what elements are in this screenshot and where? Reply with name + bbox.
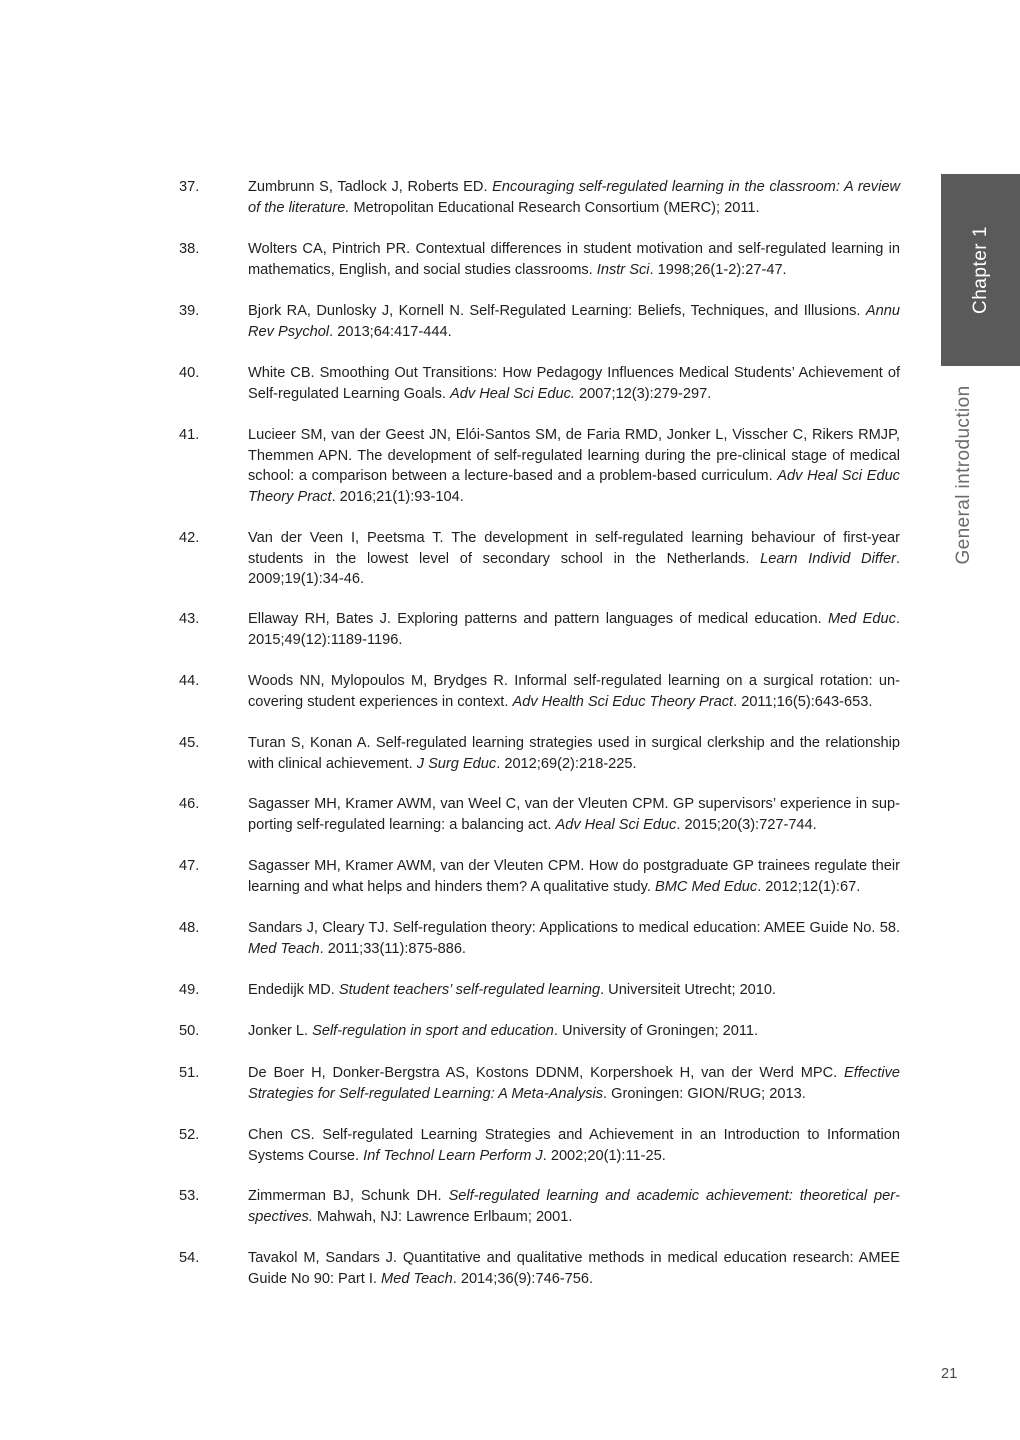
reference-text-segment: . Universiteit Utrecht; 2010. bbox=[600, 982, 777, 998]
reference-text bbox=[248, 794, 900, 835]
reference-item bbox=[179, 528, 900, 590]
reference-text-segment: Sagasser MH, Kramer AWM, van der Vleuten CPM. How do postgraduate GP trainees regulate their learning and what helps and hinders them? A qualitative study. bbox=[248, 858, 900, 895]
reference-item bbox=[179, 363, 900, 404]
reference-item bbox=[179, 671, 900, 712]
reference-number: 49. bbox=[179, 982, 200, 998]
chapter-tab bbox=[941, 174, 1020, 366]
reference-text-segment: . 2009;19(1):34-46. bbox=[248, 550, 900, 588]
reference-text-segment: Van der Veen I, Peetsma T. The development in self-regulated learning behaviour of first-year students in the lowest level of secondary school in the Netherlands. bbox=[248, 530, 900, 567]
reference-text-segment: Sagasser MH, Kramer AWM, van Weel C, van der Vleuten CPM. GP supervisors’ experience in supporting self-regulated learning: a balancing act. bbox=[248, 796, 900, 833]
reference-item bbox=[179, 856, 900, 897]
reference-source-italic: Adv Heal Sci Educ. bbox=[450, 385, 575, 402]
reference-source-italic: Learn Individ Differ bbox=[760, 550, 896, 567]
reference-text-segment: Bjork RA, Dunlosky J, Kornell N. Self-Regulated Learning: Beliefs, Techniques, and Illusions. bbox=[248, 303, 866, 319]
reference-text bbox=[248, 856, 900, 897]
reference-source-italic: Self-regulation in sport and education bbox=[312, 1023, 554, 1039]
reference-text-segment: Wolters CA, Pintrich PR. Contextual differences in student motivation and self-regulated learning in mathematics, English, and social studies classrooms. bbox=[248, 241, 900, 278]
reference-source-italic: Med Educ bbox=[827, 611, 896, 627]
reference-text bbox=[248, 1186, 900, 1227]
section-tab-label: General introduction bbox=[952, 385, 974, 565]
reference-item bbox=[179, 1021, 900, 1042]
reference-source-italic: Effective Strategies for Self-regulated Learning: A Meta-Analysis bbox=[248, 1065, 900, 1102]
reference-text-segment: De Boer H, Donker-Bergstra AS, Kostons DDNM, Korpershoek H, van der Werd MPC. bbox=[248, 1065, 845, 1081]
reference-text bbox=[248, 1063, 900, 1104]
reference-text bbox=[248, 609, 900, 650]
reference-number: 52. bbox=[179, 1127, 200, 1143]
reference-text-segment: Chen CS. Self-regulated Learning Strategies and Achievement in an Introduction to Information Systems Course. bbox=[248, 1127, 900, 1164]
reference-text bbox=[248, 1021, 900, 1042]
reference-number: 39. bbox=[179, 303, 200, 319]
reference-item bbox=[179, 1063, 900, 1104]
reference-text-segment: Sandars J, Cleary TJ. Self-regulation theory: Applications to medical education: AMEE Guide No. 58. bbox=[248, 920, 900, 936]
reference-item bbox=[179, 609, 900, 650]
reference-item bbox=[179, 239, 900, 280]
reference-number: 38. bbox=[179, 241, 200, 257]
reference-text bbox=[248, 671, 900, 712]
reference-source-italic: BMC Med Educ bbox=[655, 878, 758, 895]
reference-text-segment: . 2013;64:417-444. bbox=[329, 323, 452, 340]
reference-source-italic: Encouraging self-regulated learning in the classroom: A review of the literature. bbox=[248, 179, 900, 216]
reference-source-italic: Student teachers’ self-regulated learning bbox=[338, 982, 601, 998]
reference-source-italic: Adv Heal Sci Educ bbox=[555, 816, 677, 833]
reference-text bbox=[248, 1125, 900, 1166]
reference-number: 47. bbox=[179, 858, 200, 874]
reference-text-segment: . 2012;69(2):218-225. bbox=[496, 755, 637, 772]
reference-number: 54. bbox=[179, 1250, 200, 1266]
reference-text-segment: . University of Groningen; 2011. bbox=[553, 1023, 759, 1039]
reference-source-italic: J Surg Educ bbox=[416, 755, 497, 772]
reference-text-segment: . 2011;33(11):875-886. bbox=[319, 940, 466, 957]
reference-text-segment: Endedijk MD. bbox=[248, 982, 339, 998]
reference-number: 42. bbox=[179, 530, 200, 546]
reference-item bbox=[179, 1125, 900, 1166]
reference-item bbox=[179, 733, 900, 774]
reference-text bbox=[248, 301, 900, 342]
reference-text-segment: . 2016;21(1):93-104. bbox=[331, 488, 464, 505]
reference-item bbox=[179, 980, 900, 1001]
page-number: 21 bbox=[941, 1366, 958, 1382]
reference-text-segment: Woods NN, Mylopoulos M, Brydges R. Informal self-regulated learning on a surgical rotation: uncovering student experiences in context. bbox=[248, 673, 900, 710]
reference-item bbox=[179, 794, 900, 835]
reference-source-italic: Adv Heal Sci Educ Theory Pract bbox=[248, 468, 900, 505]
reference-number: 51. bbox=[179, 1065, 200, 1081]
reference-text-segment: Metropolitan Educational Research Consortium (MERC); 2011. bbox=[349, 199, 760, 216]
reference-source-italic: Annu Rev Psychol bbox=[248, 303, 900, 340]
reference-text bbox=[248, 918, 900, 959]
reference-text-segment: Lucieer SM, van der Geest JN, Elói-Santos SM, de Faria RMD, Jonker L, Visscher C, Rikers RMJP, Themmen APN. The development of self-regulated learning during the pre-clinical stage of medical school: a comparison between a lecture-based and a problem-based curriculum. bbox=[248, 427, 900, 485]
reference-text-segment: Zimmerman BJ, Schunk DH. bbox=[248, 1188, 449, 1204]
reference-text-segment: . 2015;49(12):1189-1196. bbox=[248, 611, 900, 648]
reference-number: 37. bbox=[179, 179, 200, 195]
reference-item bbox=[179, 1186, 900, 1227]
reference-text-segment: Zumbrunn S, Tadlock J, Roberts ED. bbox=[248, 179, 493, 195]
reference-text-segment: . 1998;26(1-2):27-47. bbox=[649, 261, 787, 278]
reference-text-segment: . 2015;20(3):727-744. bbox=[676, 816, 817, 833]
reference-item bbox=[179, 918, 900, 959]
reference-number: 45. bbox=[179, 735, 200, 751]
reference-source-italic: Inf Technol Learn Perform J bbox=[363, 1147, 543, 1164]
reference-text-segment: . Groningen: GION/RUG; 2013. bbox=[603, 1085, 806, 1102]
reference-number: 53. bbox=[179, 1188, 200, 1204]
reference-text bbox=[248, 239, 900, 280]
reference-text bbox=[248, 425, 900, 507]
reference-text-segment: . 2014;36(9):746-756. bbox=[452, 1270, 594, 1287]
reference-source-italic: Med Teach bbox=[248, 940, 320, 957]
reference-item bbox=[179, 301, 900, 342]
reference-item bbox=[179, 1248, 900, 1289]
reference-number: 40. bbox=[179, 365, 200, 381]
reference-number: 46. bbox=[179, 796, 200, 812]
reference-text bbox=[248, 733, 900, 774]
reference-item bbox=[179, 177, 900, 218]
reference-number: 48. bbox=[179, 920, 200, 936]
reference-source-italic: Med Teach bbox=[381, 1270, 453, 1287]
reference-text-segment: Jonker L. bbox=[248, 1023, 313, 1039]
reference-source-italic: Instr Sci bbox=[596, 261, 650, 278]
reference-text bbox=[248, 177, 900, 218]
reference-text bbox=[248, 980, 900, 1001]
reference-item bbox=[179, 425, 900, 507]
reference-number: 50. bbox=[179, 1023, 200, 1039]
reference-text-segment: Mahwah, NJ: Lawrence Erlbaum; 2001. bbox=[312, 1208, 573, 1225]
section-tab bbox=[941, 380, 986, 570]
reference-number: 41. bbox=[179, 427, 200, 443]
reference-source-italic: Adv Health Sci Educ Theory Pract bbox=[512, 693, 734, 710]
reference-text bbox=[248, 1248, 900, 1289]
chapter-tab-label: Chapter 1 bbox=[969, 226, 991, 314]
reference-text-segment: Tavakol M, Sandars J. Quantitative and qualitative methods in medical education research: AMEE Guide No 90: Part I. bbox=[248, 1250, 900, 1287]
reference-text-segment: Turan S, Konan A. Self-regulated learning strategies used in surgical clerkship and the relationship with clinical achievement. bbox=[248, 735, 900, 772]
reference-text-segment: . 2011;16(5):643-653. bbox=[733, 693, 873, 710]
reference-text-segment: 2007;12(3):279-297. bbox=[574, 385, 712, 402]
reference-text bbox=[248, 528, 900, 590]
reference-text bbox=[248, 363, 900, 404]
reference-number: 43. bbox=[179, 611, 200, 627]
reference-text-segment: Ellaway RH, Bates J. Exploring patterns and pattern languages of medical education. bbox=[248, 611, 828, 627]
reference-source-italic: Self-regulated learning and academic achievement: theoretical perspectives. bbox=[248, 1188, 900, 1225]
reference-number: 44. bbox=[179, 673, 200, 689]
reference-text-segment: . 2002;20(1):11-25. bbox=[542, 1147, 666, 1164]
reference-text-segment: White CB. Smoothing Out Transitions: How Pedagogy Influences Medical Students’ Achievement of Self-regulated Learning Goals. bbox=[248, 365, 900, 402]
reference-text-segment: . 2012;12(1):67. bbox=[757, 878, 861, 895]
